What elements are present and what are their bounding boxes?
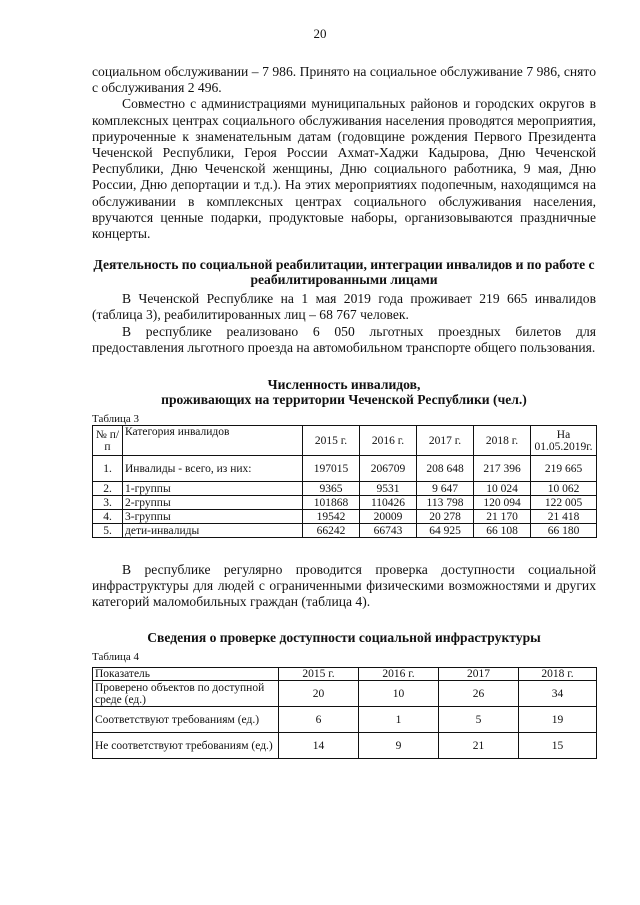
table4-header-row — [93, 668, 597, 681]
paragraph-transport-tickets: В республике реализовано 6 050 льготных проездных билетов для предоставления льготного проезда на автомобильном транспорте общего пользования. — [92, 323, 596, 355]
table-row: Соответствуют требованиям (ед.) 6 1 5 19 — [93, 707, 597, 733]
table4-header-cell: 2016 г. — [359, 668, 439, 681]
table4-header-cell: 2015 г. — [279, 668, 359, 681]
table3-title-line2: проживающих на территории Чеченской Республики (чел.) — [161, 391, 527, 407]
table-row: Не соответствуют требованиям (ед.) 14 9 21 15 — [93, 733, 597, 759]
paragraph-disabled-count: В Чеченской Республике на 1 мая 2019 года проживает 219 665 инвалидов (таблица 3), реабилитированных лиц – 68 767 человек. — [92, 291, 596, 323]
table-row: 2. 1-группы 9365 9531 9 647 10 024 10 062 — [93, 482, 597, 496]
table4-header-cell: 2017 — [439, 668, 519, 681]
table-row: 5. дети-инвалиды 66242 66743 64 925 66 108 66 180 — [93, 524, 597, 538]
table-row: 3. 2-группы 101868 110426 113 798 120 094 122 005 — [93, 496, 597, 510]
table4-header-cell: 2018 г. — [519, 668, 597, 681]
table-row: 4. 3-группы 19542 20009 20 278 21 170 21 418 — [93, 510, 597, 524]
page-number: 20 — [313, 26, 327, 41]
table3-header-row — [93, 426, 597, 456]
table4 — [92, 667, 597, 759]
table3-title-line1: Численность инвалидов, — [267, 377, 421, 393]
table-row: 1. Инвалиды - всего, из них: 197015 206709 208 648 217 396 219 665 — [93, 456, 597, 482]
table3-header-cell: На 01.05.2019г. — [531, 426, 597, 456]
paragraph-continuation: социальном обслуживании – 7 986. Принято на социальное обслуживание 7 986, снято с обслуживания 2 496. — [92, 64, 596, 96]
page-content — [92, 64, 596, 759]
table3-header-cell: 2018 г. — [474, 426, 531, 456]
table4-title: Сведения о проверке доступности социальной инфраструктуры — [147, 629, 541, 645]
table3-header-cell: 2016 г. — [360, 426, 417, 456]
table3-label: Таблица 3 — [92, 413, 140, 426]
section-heading: Деятельность по социальной реабилитации, интеграции инвалидов и по работе с реабилитированными лицами — [93, 257, 595, 287]
table3 — [92, 425, 597, 538]
table3-header-cell: Категория инвалидов — [123, 426, 303, 456]
table-row: Проверено объектов по доступной среде (ед.) 20 10 26 34 — [93, 681, 597, 707]
paragraph-events: Совместно с администрациями муниципальных районов и городских округов в комплексных центрах социального обслуживания населения проводятся мероприятия, приуроченные к знаменательным датам (годовщине рождения Первого Президента Чеченской Республики, Героя России Ахмат-Хаджи Кадырова, Дню Чеченской Республики, Дню Чеченской женщины, Дню социального работника, 9 мая, Дню России, Дню депортации и т.д.). На этих мероприятиях подопечным, находящимся на обслуживании в комплексных центрах социального обслуживания населения, вручаются ценные подарки, продуктовые наборы, организовываются праздничные концерты. — [92, 96, 596, 242]
table3-header-cell: 2017 г. — [417, 426, 474, 456]
table3-header-cell: № п/п — [93, 426, 123, 456]
table3-header-cell: 2015 г. — [303, 426, 360, 456]
paragraph-accessibility: В республике регулярно проводится проверка доступности социальной инфраструктуры для людей с ограниченными физическими возможностями и других категорий маломобильных граждан (таблица 4). — [92, 562, 596, 610]
table4-header-cell: Показатель — [93, 668, 279, 681]
table4-label: Таблица 4 — [92, 651, 140, 664]
